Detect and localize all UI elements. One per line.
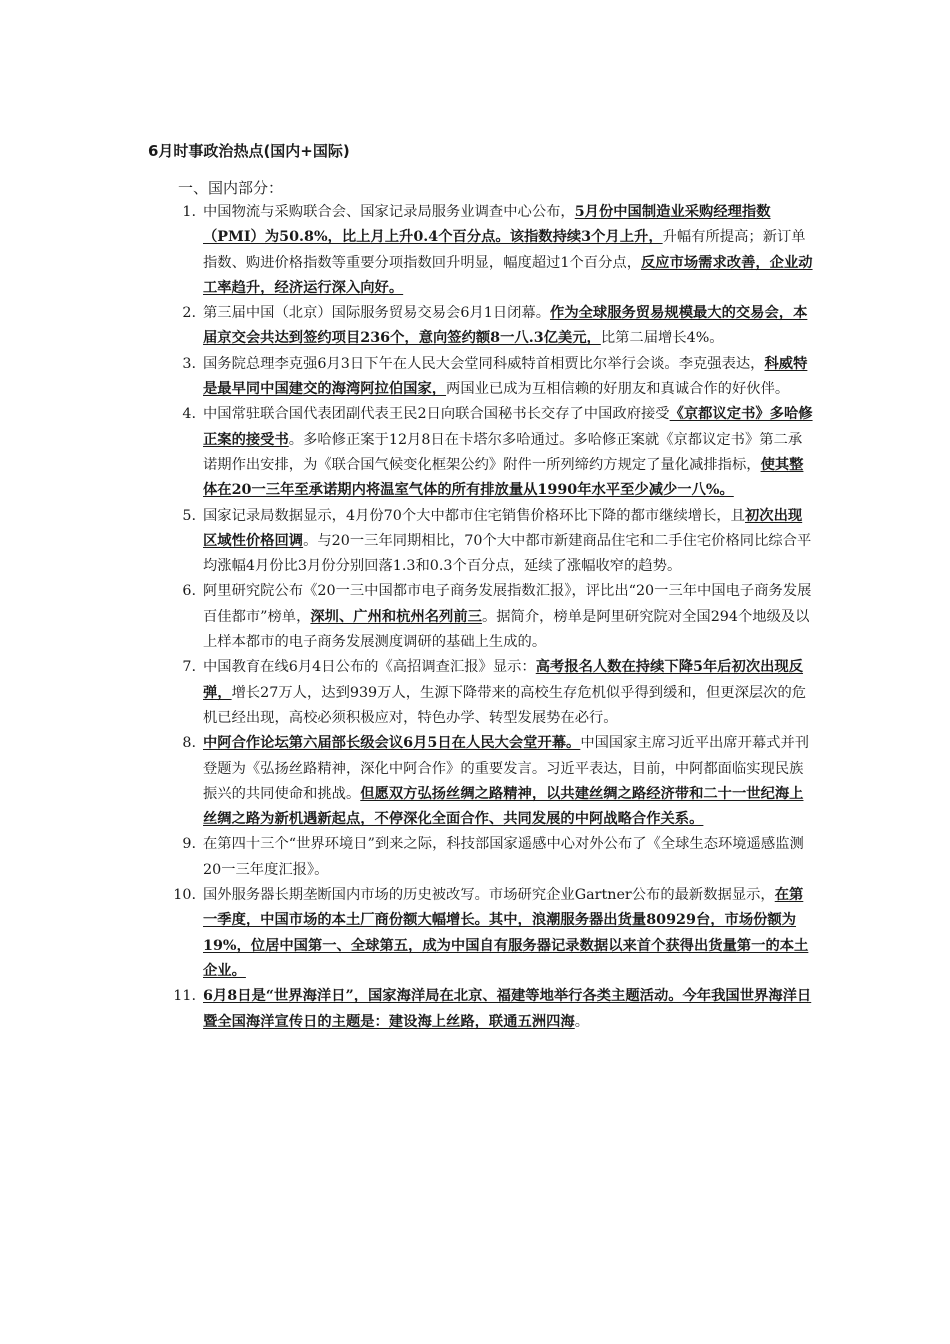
item-number: 5. <box>182 507 196 524</box>
item-number: 6. <box>182 583 196 600</box>
item-number: 7. <box>182 659 196 676</box>
news-list <box>166 200 816 1035</box>
highlighted-text: 反应市场需求改善，企业动工率趋升，经济运行深入向好。 <box>203 254 813 296</box>
document-title: 6月时事政治热点(国内+国际) <box>148 142 350 160</box>
highlighted-text: 5月份中国制造业采购经理指数（PMI）为50.8%，比上月上升0.4个百分点。该指数持续3个月上升， <box>203 204 771 246</box>
item-number: 9. <box>182 836 196 853</box>
item-number: 10. <box>173 887 196 904</box>
news-item <box>166 655 816 731</box>
highlighted-text: 初次出现区域性价格回调 <box>203 507 803 549</box>
item-text: 中国教育在线6月4日公布的《高招调查汇报》显示： <box>203 659 536 676</box>
item-text: 在第四十三个“世界环境日”到来之际，科技部国家遥感中心对外公布了《全球生态环境遥感监测20一三年度汇报》。 <box>203 836 804 878</box>
item-text: 两国业已成为互相信赖的好朋友和真诚合作的好伙伴。 <box>446 381 790 398</box>
highlighted-text: 但愿双方弘扬丝绸之路精神，以共建丝绸之路经济带和二十一世纪海上丝绸之路为新机遇新起点，不停深化全面合作、共同发展的中阿战略合作关系。 <box>203 785 804 828</box>
news-item <box>166 352 816 403</box>
item-text: 增长27万人，达到939万人，生源下降带来的高校生存危机似乎得到缓和，但更深层次的危机已经出现，高校必须积极应对，特色办学、转型发展势在必行。 <box>203 684 807 726</box>
highlighted-text: 6月8日是“世界海洋日”，国家海洋局在北京、福建等地举行各类主题活动。今年我国世界海洋日暨全国海洋宣传日的主题是：建设海上丝路，联通五洲四海 <box>203 988 812 1030</box>
item-text: 国务院总理李克强6月3日下午在人民大会堂同科威特首相贾比尔举行会谈。李克强表达， <box>203 355 765 372</box>
news-item <box>166 504 816 580</box>
item-number: 11. <box>173 988 196 1005</box>
item-text: 。 <box>574 1013 590 1030</box>
news-item <box>166 402 816 503</box>
item-text: 比第二届增长4%。 <box>600 330 724 347</box>
highlighted-text: 使其整体在20一三年至承诺期内将温室气体的所有排放量从1990年水平至少减少一八%。 <box>203 456 804 499</box>
item-text: 中国国家主席习近平出席开幕式并刊登题为《弘扬丝路精神，深化中阿合作》的重要发言。习近平表达，目前，中阿都面临实现民族振兴的共同使命和挑战。 <box>203 735 810 802</box>
item-number: 2. <box>182 305 196 322</box>
news-item <box>166 301 816 352</box>
news-item <box>166 200 816 301</box>
news-item <box>166 731 816 832</box>
highlighted-text: 高考报名人数在持续下降5年后初次出现反弹， <box>203 659 804 701</box>
highlighted-text: 科威特是最早同中国建交的海湾阿拉伯国家， <box>203 355 808 398</box>
item-text: 阿里研究院公布《20一三中国都市电子商务发展指数汇报》，评比出“20一三年中国电子商务发展百佳都市”榜单， <box>203 583 812 625</box>
section-heading: 一、国内部分： <box>178 179 284 197</box>
item-text: 国家记录局数据显示，4月份70个大中都市住宅销售价格环比下降的都市继续增长，且 <box>203 507 745 524</box>
item-number: 3. <box>182 355 196 372</box>
item-number: 8. <box>182 735 196 752</box>
item-number: 4. <box>182 406 196 423</box>
news-item <box>166 984 816 1035</box>
item-text: 。与20一三年同期相比，70个大中都市新建商品住宅和二手住宅价格同比综合平均涨幅4月份比3月份分别回落1.3和0.3个百分点，延续了涨幅收窄的趋势。 <box>203 532 812 575</box>
item-text: 升幅有所提高；新订单指数、购进价格指数等重要分项指数回升明显，幅度超过1个百分点， <box>203 229 806 271</box>
item-text: 中国常驻联合国代表团副代表王民2日向联合国秘书长交存了中国政府接受 <box>203 406 670 423</box>
highlighted-text: 《京都议定书》多哈修正案的接受书 <box>203 406 813 448</box>
highlighted-text: 中阿合作论坛第六届部长级会议6月5日在人民大会堂开幕。 <box>203 735 581 752</box>
highlighted-text: 深圳、广州和杭州名列前三 <box>310 608 482 625</box>
item-text: 国外服务器长期垄断国内市场的历史被改写。市场研究企业Gartner公布的最新数据显示， <box>203 887 775 904</box>
item-text: 第三届中国（北京）国际服务贸易交易会6月1日闭幕。 <box>203 305 551 322</box>
highlighted-text: 在第一季度，中国市场的本土厂商份额大幅增长。其中，浪潮服务器出货量80929台，市场份额为19%，位居中国第一、全球第五，成为中国自有服务器记录数据以来首个获得出货量第一的本土企业。 <box>203 887 809 979</box>
item-text: 。据简介，榜单是阿里研究院对全国294个地级及以上样本都市的电子商务发展测度调研的基础上生成的。 <box>203 608 810 651</box>
news-item <box>166 832 816 883</box>
item-text: 中国物流与采购联合会、国家记录局服务业调查中心公布， <box>203 204 575 220</box>
news-item <box>166 579 816 655</box>
item-text: 。多哈修正案于12月8日在卡塔尔多哈通过。多哈修正案就《京都议定书》第二承诺期作出安排，为《联合国气候变化框架公约》附件一所列缔约方规定了量化减排指标， <box>203 431 803 473</box>
news-item <box>166 883 816 984</box>
item-number: 1. <box>182 204 196 220</box>
highlighted-text: 作为全球服务贸易规模最大的交易会，本届京交会共达到签约项目236个，意向签约额8一八.3亿美元， <box>203 305 808 347</box>
